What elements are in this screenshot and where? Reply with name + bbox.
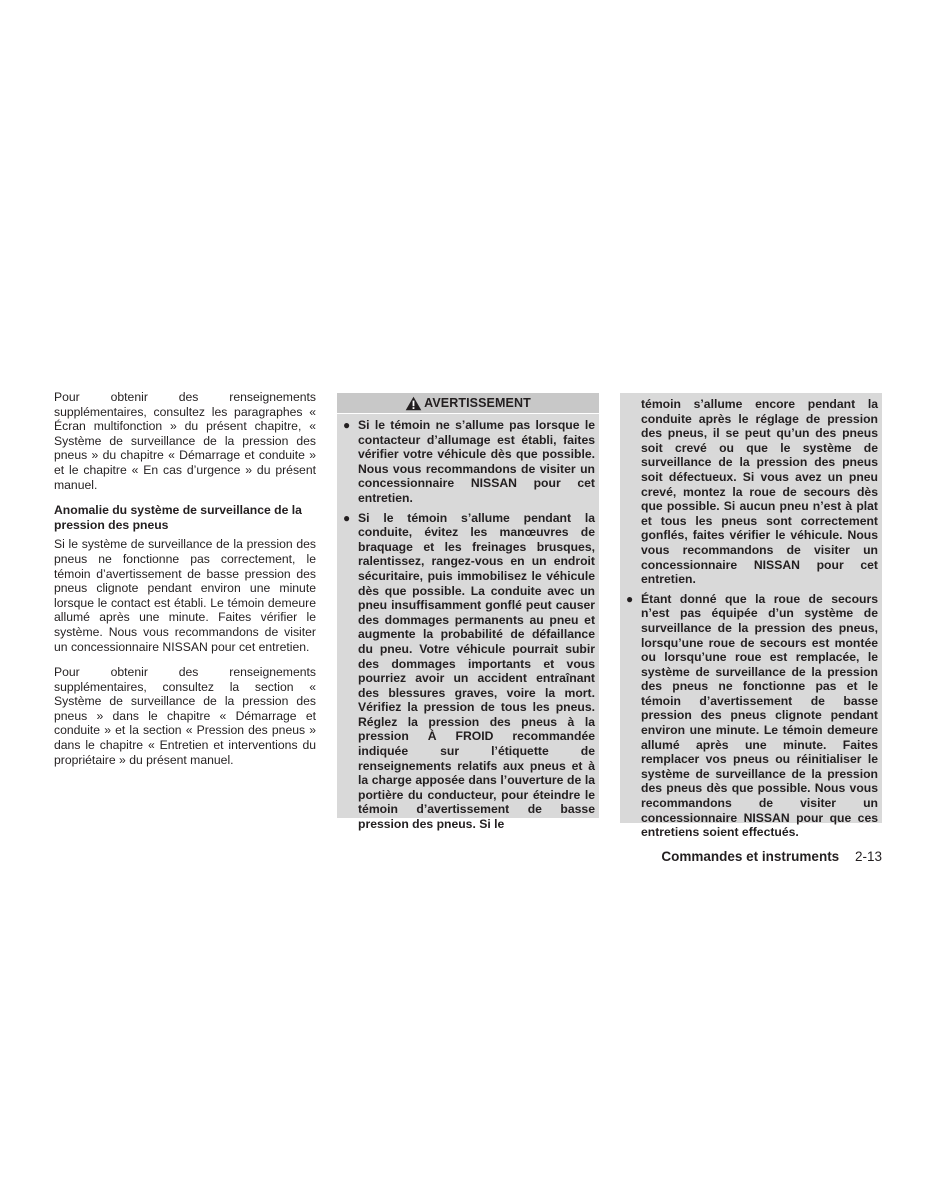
- warning-bullet-3-text: Étant donné que la roue de secours n’est pas équipée d’un système de surveillance de la pression des pneus, lorsqu’une roue de secours est montée ou lorsqu’une roue est remplacée, le système de surveillance de la pression des pneus ne fonctionne pas et le témoin d’avertissement de basse pression des pneus clignote pendant environ une minute. Le témoin demeure allumé après une minute. Faites remplacer vos pneus ou réinitialiser le système de surveillance de la pression des pneus dès que possible. Nous vous recommandons de visiter un concessionnaire NISSAN pour que ces entretiens soient effectués.: [641, 591, 878, 840]
- warning-box-continued: [620, 393, 882, 840]
- paragraph-more-info-2: Pour obtenir des renseignements supplémentaires, consultez la section « Système de surveillance de la pression des pneus » dans le chapitre « Démarrage et conduite » et la section « Pression des pneus » dans le chapitre « Entretien et interventions du propriétaire » du présent manuel.: [54, 665, 316, 767]
- footer-section-title: Commandes et instruments: [661, 849, 840, 864]
- warning-bullet-3: [624, 592, 878, 840]
- paragraph-malfunction: Si le système de surveillance de la pression des pneus ne fonctionne pas correctement, le témoin d’avertissement de basse pression des pneus clignote pendant environ une minute lorsque le contact est établi. Le témoin demeure allumé après une minute. Faites vérifier le système. Nous vous recommandons de visiter un concessionnaire NISSAN pour cet entretien.: [54, 537, 316, 654]
- warning-triangle-icon: [405, 396, 422, 411]
- warning-title: AVERTISSEMENT: [424, 396, 531, 410]
- left-column: [54, 390, 316, 778]
- bullet-dot: ●: [343, 510, 351, 525]
- bullet-dot: ●: [343, 418, 351, 432]
- bullet-dot: ●: [626, 591, 634, 606]
- warning-bullet-2: [341, 511, 595, 832]
- warning-bullet-1: [341, 418, 595, 506]
- warning-header: [337, 393, 599, 414]
- warning-bullet-2-text: Si le témoin s’allume pendant la conduite, évitez les manœuvres de braquage et les freinages brusques, ralentissez, rangez-vous en un endroit sécuritaire, puis immobilisez le véhicule dès que possible. La conduite avec un pneu insuffisamment gonflé peut causer des dommages permanents au pneu et augmente la probabilité de défaillance du pneu. Votre véhicule pourrait subir des dommages importants et vous pourriez avoir un accident entraînant des blessures graves, voire la mort. Vérifiez la pression de tous les pneus. Réglez la pression des pneus à la pression À FROID recommandée indiquée sur l’étiquette de renseignements relatifs aux pneus et à la charge apposée dans l’ouverture de la portière du conducteur, pour éteindre le témoin d’avertissement de basse pression des pneus. Si le: [358, 510, 595, 832]
- page-footer: [661, 849, 882, 864]
- warning-box: [337, 393, 599, 832]
- warning-bullet-1-text: Si le témoin ne s’allume pas lorsque le contacteur d’allumage est établi, faites vérifier votre véhicule dès que possible. Nous vous recommandons de visiter un concessionnaire NISSAN pour cet entretien.: [358, 418, 595, 505]
- warning-bullet-2-continued: témoin s’allume encore pendant la conduite après le réglage de pression des pneus, il se peut qu’un des pneus soit crevé ou que le système de surveillance de la pression des pneus soit défectueux. Si vous avez un pneu crevé, montez la roue de secours dès que possible. Si aucun pneu n’est à plat et tous les pneus sont correctement gonflés, faites vérifier le véhicule. Nous vous recommandons de visiter un concessionnaire NISSAN pour cet entretien.: [641, 397, 878, 587]
- paragraph-more-info-1: Pour obtenir des renseignements supplémentaires, consultez les paragraphes « Écran multifonction » du présent chapitre, « Système de surveillance de la pression des pneus » du chapitre « Démarrage et conduite » et le chapitre « En cas d’urgence » du présent manuel.: [54, 390, 316, 492]
- page-number: 2-13: [854, 849, 882, 864]
- section-heading: Anomalie du système de surveillance de la pression des pneus: [54, 503, 302, 532]
